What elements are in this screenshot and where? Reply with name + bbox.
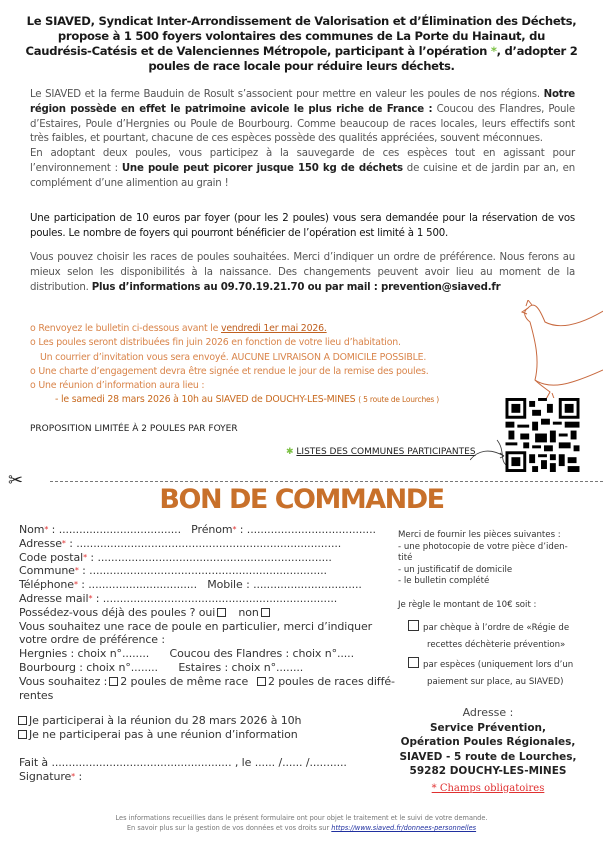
text: En adoptant deux poules, vous participez à la sauvegarde de ces espèces tout en agissant pour l’environnement : [30, 148, 575, 174]
text: Coucou des Flandres, Poule d’Estaires, Poule d’Hergnies ou Poule de Bourbourg. Comme beaucoup de races locales, leurs effectifs sont très faibles, et pourtant, chacune de ces espèces possède des qualités appréciées, souvent méconnues. [30, 103, 575, 145]
required-icon: * [61, 538, 66, 548]
header-line: propose à 1 500 foyers volontaires des communes de La Porte du Hainaut, du [57, 29, 546, 43]
required-icon: * [232, 525, 237, 534]
reunion-yes-checkbox[interactable] [18, 716, 27, 725]
email-field[interactable]: ..................................................................... [102, 591, 338, 605]
different-races-checkbox[interactable] [257, 677, 266, 686]
adresse-field[interactable]: .............................................................................. [76, 536, 342, 550]
text: Merci de fournir les pièces suivantes : [398, 530, 561, 540]
text: ( 5 route de Lourches ) [358, 395, 440, 405]
label: Prénom [191, 523, 233, 536]
header-text: Caudrésis-Catésis et de Valenciennes Métropole, participant à l’opération [25, 44, 488, 58]
nom-field[interactable]: .................................... [58, 523, 181, 536]
header-line [20, 44, 583, 59]
label: Possédez-vous déjà des poules ? oui [19, 605, 216, 619]
header-text: , d’adopter 2 [496, 44, 578, 58]
cut-line [50, 481, 603, 482]
telephone-field[interactable]: ................................ [88, 578, 197, 592]
hergnies-choice-field[interactable]: Hergnies : choix n°........ [19, 647, 150, 661]
coucou-choice-field[interactable]: Coucou des Flandres : choix n°..... [169, 647, 354, 661]
choice-paragraph [30, 251, 575, 295]
participation-text: Une participation de 10 euros par foyer (pour les 2 poules) vous sera demandée pour la réservation de vos poules. Le nombre de foyers qui pourront bénéficier de l’opération est limité à 1 500. [30, 213, 575, 239]
label: recettes déchèterie prévention» [427, 639, 566, 650]
text-bold: Notre région possède en effet le patrimoine avicole le plus riche de France : [30, 89, 575, 115]
scissors-icon: ✂ [8, 470, 24, 491]
intro-paragraph [30, 88, 575, 192]
bourbourg-choice-field[interactable]: Bourbourg : choix n°........ [19, 660, 158, 674]
text: Le SIAVED et la ferme Bauduin de Rosult s’associent pour mettre en valeur les poules de nos régions. [30, 89, 540, 100]
label: Je participerai à la réunion du 28 mars 2026 à 10h [29, 714, 302, 727]
same-race-checkbox[interactable] [109, 677, 118, 686]
required-note: * Champs obligatoires [431, 782, 545, 794]
return-address [398, 706, 578, 796]
text: Vous pouvez choisir les races de poules souhaitées. Merci d’indiquer un ordre de préférence. Nous ferons au mieux selon les disponibilités à la naissance. Des changements peuvent avoir lieu au moment de la distribution. [30, 252, 575, 293]
required-icon: * [73, 580, 78, 590]
text: En savoir plus sur la gestion de vos données et vos droits sur [126, 824, 332, 832]
oui-checkbox[interactable] [217, 608, 226, 617]
commune-field[interactable]: ...................................................................... [89, 564, 327, 578]
text: de cuisine et de jardin par an, en complément d’une alimention au grain ! [30, 162, 576, 189]
signature-block: Fait à ..................................................... , le ...... /...... /........... Signature* : [19, 756, 347, 783]
label: paiement sur place, au SIAVED) [427, 676, 564, 687]
label: Adresse [19, 536, 62, 550]
cheque-checkbox[interactable] [408, 620, 419, 631]
privacy-footer [0, 813, 603, 833]
bullet: o Une réunion d’information aura lieu : [30, 380, 205, 392]
label: 2 poules de races diffé- [267, 674, 395, 688]
address-line: Opération Poules Régionales, [400, 736, 576, 748]
reunion-no-checkbox[interactable] [18, 730, 27, 739]
text: - un justificatif de domicile [398, 564, 513, 575]
required-icon: * [71, 771, 76, 781]
limit-notice: PROPOSITION LIMITÉE À 2 POULES PAR FOYER [30, 424, 238, 434]
header-line: poules de race locale pour réduire leurs déchets. [148, 59, 455, 73]
bullet: o Une charte d’engagement devra être signée et rendue le jour de la remise des poules. [30, 365, 429, 377]
reunion-options [16, 714, 301, 742]
label: Vous souhaitez une race de poule en particulier, merci d’indiquer [19, 619, 373, 633]
text: - une photocopie de votre pièce d’iden- [398, 541, 568, 552]
label: Adresse : [462, 706, 514, 719]
label: rentes [19, 688, 54, 702]
deadline-date: vendredi 1er mai 2026. [221, 323, 327, 334]
link-text[interactable]: LISTES DES COMMUNES PARTICIPANTES [296, 447, 476, 457]
text: - le bulletin complété [398, 576, 490, 587]
qr-code-icon [505, 398, 580, 472]
label: Mobile : [207, 578, 250, 592]
non-checkbox[interactable] [261, 608, 270, 617]
text: Je règle le montant de 10€ soit : [398, 599, 537, 610]
estaires-choice-field[interactable]: Estaires : choix n°........ [178, 660, 304, 674]
text: o Renvoyez le bulletin ci-dessous avant le [30, 323, 222, 334]
label: Nom [19, 523, 45, 536]
arrow-icon [470, 448, 510, 463]
label: Vous souhaitez : [19, 674, 108, 688]
required-icon: * [44, 525, 49, 534]
text: - le samedi 28 mars 2026 à 10h au SIAVED de DOUCHY-LES-MINES [55, 394, 356, 406]
label: Code postal [19, 550, 84, 564]
documents-list [398, 530, 588, 691]
asterisk-icon: ✱ [286, 447, 294, 457]
label: votre ordre de préférence : [19, 633, 165, 647]
address-line: 59282 DOUCHY-LES-MINES [409, 765, 567, 777]
prenom-field[interactable]: ...................................... [246, 523, 376, 536]
bullet: Un courrier d’invitation vous sera envoyé. AUCUNE LIVRAISON A DOMICILE POSSIBLE. [40, 351, 427, 363]
address-line: Service Prévention, [429, 721, 547, 734]
place-date-field[interactable]: Fait à ..................................................... , le ...... /...... /........... [19, 756, 347, 769]
text: Les informations recueillies dans le présent formulaire ont pour objet le traitement et le suivi de votre demande. [115, 814, 488, 822]
code-postal-field[interactable]: ..................................................................... [97, 550, 332, 564]
label: non [238, 605, 259, 619]
label: par chèque à l’ordre de «Régie de [423, 622, 570, 633]
bullet [30, 322, 439, 336]
bullet [30, 393, 439, 407]
label: Adresse mail [19, 591, 89, 605]
text: tité [398, 553, 413, 564]
bullet: o Les poules seront distribuées fin juin 2026 en fonction de votre lieu d’habitation. [30, 337, 401, 349]
privacy-link[interactable]: https://www.siaved.fr/donnees-personnelles [331, 824, 477, 832]
header-line: Le SIAVED, Syndicat Inter-Arrondissement de Valorisation et d’Élimination des Déchets, [26, 14, 577, 28]
label: Signature [19, 769, 72, 783]
required-icon: * [74, 566, 79, 576]
order-form: Nom* : .................................... Prénom* : ...................................... Adresse* : .............................................................................. Code postal* : ..................................................................... Commune* : ...................................................................... Téléphone* : ................................ Mobile : ................................ Adresse mail* : ..................................................................... Possédez-vous déjà des poules ? oui non Vous souhaitez une race de poule en particulier, merci d’indiquer votre ordre de préférence : Hergnies : choix n°........ Coucou des Flandres : choix n°..... Bourbourg : choix n°........ Estaires : choix n°........ Vous souhaitez : 2 poules de même race 2 poules de races diffé- rentes [19, 523, 399, 702]
label: 2 poules de même race [120, 674, 249, 688]
info-bullets [30, 322, 439, 408]
label: Commune [19, 564, 75, 578]
label: Téléphone [19, 578, 74, 592]
required-icon: * [88, 593, 93, 603]
asterisk-icon: * [490, 44, 497, 58]
name-row: Nom* : .................................... Prénom* : ...................................... [19, 523, 376, 536]
contact-info: Plus d’informations au 09.70.19.21.70 ou par mail : prevention@siaved.fr [91, 281, 501, 293]
address-line: SIAVED - 5 route de Lourches, [399, 750, 577, 763]
label: par espèces (uniquement lors d’un [423, 659, 574, 670]
text-bold: Une poule peut picorer jusque 150 kg de déchets [121, 162, 403, 174]
header-intro [20, 14, 583, 74]
mobile-field[interactable]: ................................ [253, 578, 362, 592]
order-title: BON DE COMMANDE [159, 484, 444, 515]
especes-checkbox[interactable] [408, 657, 419, 668]
label: Je ne participerai pas à une réunion d’information [29, 727, 298, 741]
required-icon: * [83, 552, 88, 562]
